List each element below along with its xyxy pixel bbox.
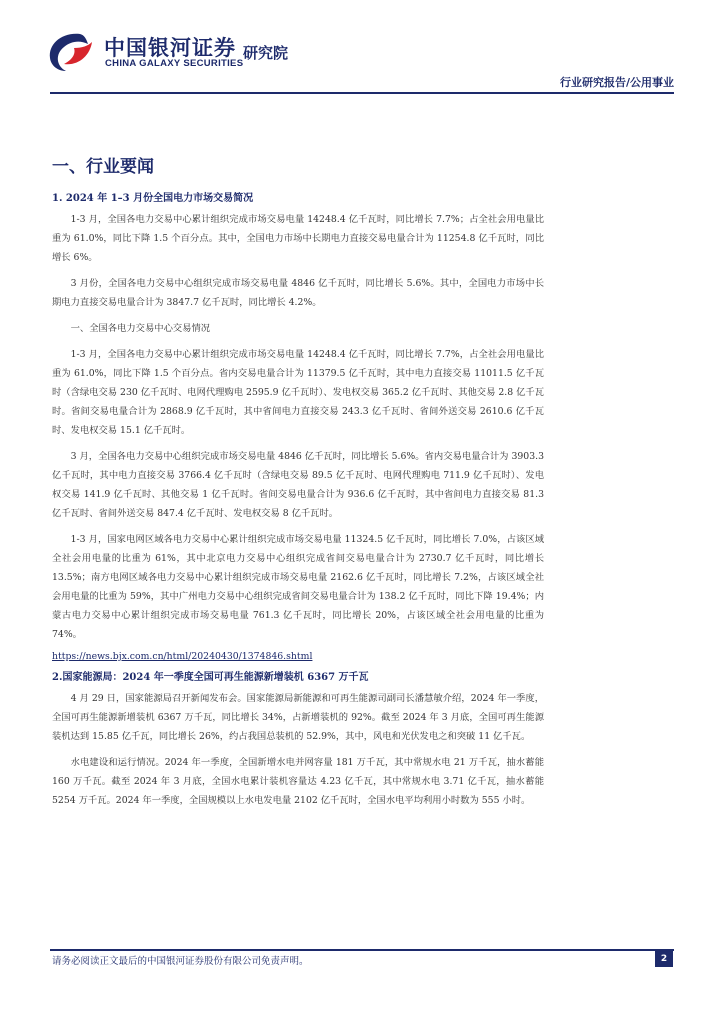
paragraph: 3 月份，全国各电力交易中心组织完成市场交易电量 4846 亿千瓦时，同比增长 5.6%。其中，全国电力市场中长期电力直接交易电量合计为 3847.7 亿千瓦时，同比增长 4.2%。 xyxy=(52,278,544,308)
page-header xyxy=(0,0,724,100)
main-content xyxy=(52,152,544,817)
institute-label: 研究院 xyxy=(243,44,289,62)
source-link[interactable]: https://news.bjx.com.cn/html/20240430/1374846.shtml xyxy=(52,651,313,662)
brand-name-en: CHINA GALAXY SECURITIES xyxy=(105,58,244,69)
section-title: 一、行业要闻 xyxy=(52,157,154,177)
paragraph: 一、全国各电力交易中心交易情况 xyxy=(70,323,211,334)
paragraph: 4 月 29 日，国家能源局召开新闻发布会。国家能源局新能源和可再生能源司副司长潘慧敏介绍，2024 年一季度，全国可再生能源新增装机 6367 万千瓦，同比增长 34%，占新增装机的 92%。截至 2024 年 3 月底，全国可再生能源装机达到 15.85 亿千瓦，同比增长 26%，约占我国总装机的 52.9%，其中，风电和光伏发电之和突破 11 亿千瓦。 xyxy=(52,693,544,742)
news-title-1: 1. 2024 年 1–3 月份全国电力市场交易简况 xyxy=(52,193,254,204)
paragraph: 1-3 月，全国各电力交易中心累计组织完成市场交易电量 14248.4 亿千瓦时，同比增长 7.7%；占全社会用电量比重为 61.0%，同比下降 1.5 个百分点。其中，全国电力市场中长期电力直接交易电量合计为 11254.8 亿千瓦时，同比增长 6%。 xyxy=(52,214,544,263)
footer-divider xyxy=(50,949,674,951)
news-title-2: 2.国家能源局：2024 年一季度全国可再生能源新增装机 6367 万千瓦 xyxy=(52,672,369,683)
galaxy-swirl-logo-icon xyxy=(44,30,96,74)
brand-name-cn: 中国银河证券 xyxy=(104,36,236,60)
header-divider xyxy=(50,92,674,94)
paragraph: 水电建设和运行情况。2024 年一季度，全国新增水电并网容量 181 万千瓦，其中常规水电 21 万千瓦，抽水蓄能 160 万千瓦。截至 2024 年 3 月底，全国水电累计装机容量达 4.23 亿千瓦，其中常规水电 3.71 亿千瓦，抽水蓄能 5254 万千瓦。2024 年一季度，全国规模以上水电发电量 2102 亿千瓦时，全国水电平均利用小时数为 555 小时。 xyxy=(52,757,544,806)
paragraph: 1-3 月，国家电网区域各电力交易中心累计组织完成市场交易电量 11324.5 亿千瓦时，同比增长 7.0%，占该区域全社会用电量的比重为 61%，其中北京电力交易中心组织完成省间交易电量合计为 2730.7 亿千瓦时，同比增长 13.5%；南方电网区域各电力交易中心累计组织完成市场交易电量 2162.6 亿千瓦时，同比增长 7.2%，占该区域全社会用电量的比重为 59%，其中广州电力交易中心组织完成省间交易电量合计为 138.2 亿千瓦时，同比下降 19.4%；内蒙古电力交易中心累计组织完成市场交易电量 761.3 亿千瓦时，同比增长 20%，占该区域全社会用电量的比重为 74%。 xyxy=(52,534,544,640)
paragraph: 1-3 月，全国各电力交易中心累计组织完成市场交易电量 14248.4 亿千瓦时，同比增长 7.7%，占全社会用电量比重为 61.0%，同比下降 1.5 个百分点。省内交易电量合计为 11379.5 亿千瓦时，其中电力直接交易 11011.5 亿千瓦时（含绿电交易 230 亿千瓦时、电网代理购电 2595.9 亿千瓦时）、发电权交易 365.2 亿千瓦时、其他交易 2.8 亿千瓦时。省间交易电量合计为 2868.9 亿千瓦时，其中省间电力直接交易 243.3 亿千瓦时、省间外送交易 2610.6 亿千瓦时、发电权交易 15.1 亿千瓦时。 xyxy=(52,349,544,436)
report-category: 行业研究报告/公用事业 xyxy=(559,76,674,89)
paragraph: 3 月，全国各电力交易中心组织完成市场交易电量 4846 亿千瓦时，同比增长 5.6%。省内交易电量合计为 3903.3 亿千瓦时，其中电力直接交易 3766.4 亿千瓦时（含绿电交易 89.5 亿千瓦时、电网代理购电 711.9 亿千瓦时）、发电权交易 141.9 亿千瓦时、其他交易 1 亿千瓦时。省间交易电量合计为 936.6 亿千瓦时，其中省间电力直接交易 81.3 亿千瓦时、省间外送交易 847.4 亿千瓦时、发电权交易 8 亿千瓦时。 xyxy=(52,451,544,519)
disclaimer-note: 请务必阅读正文最后的中国银河证券股份有限公司免责声明。 xyxy=(52,956,309,967)
page-number: 2 xyxy=(655,951,673,967)
